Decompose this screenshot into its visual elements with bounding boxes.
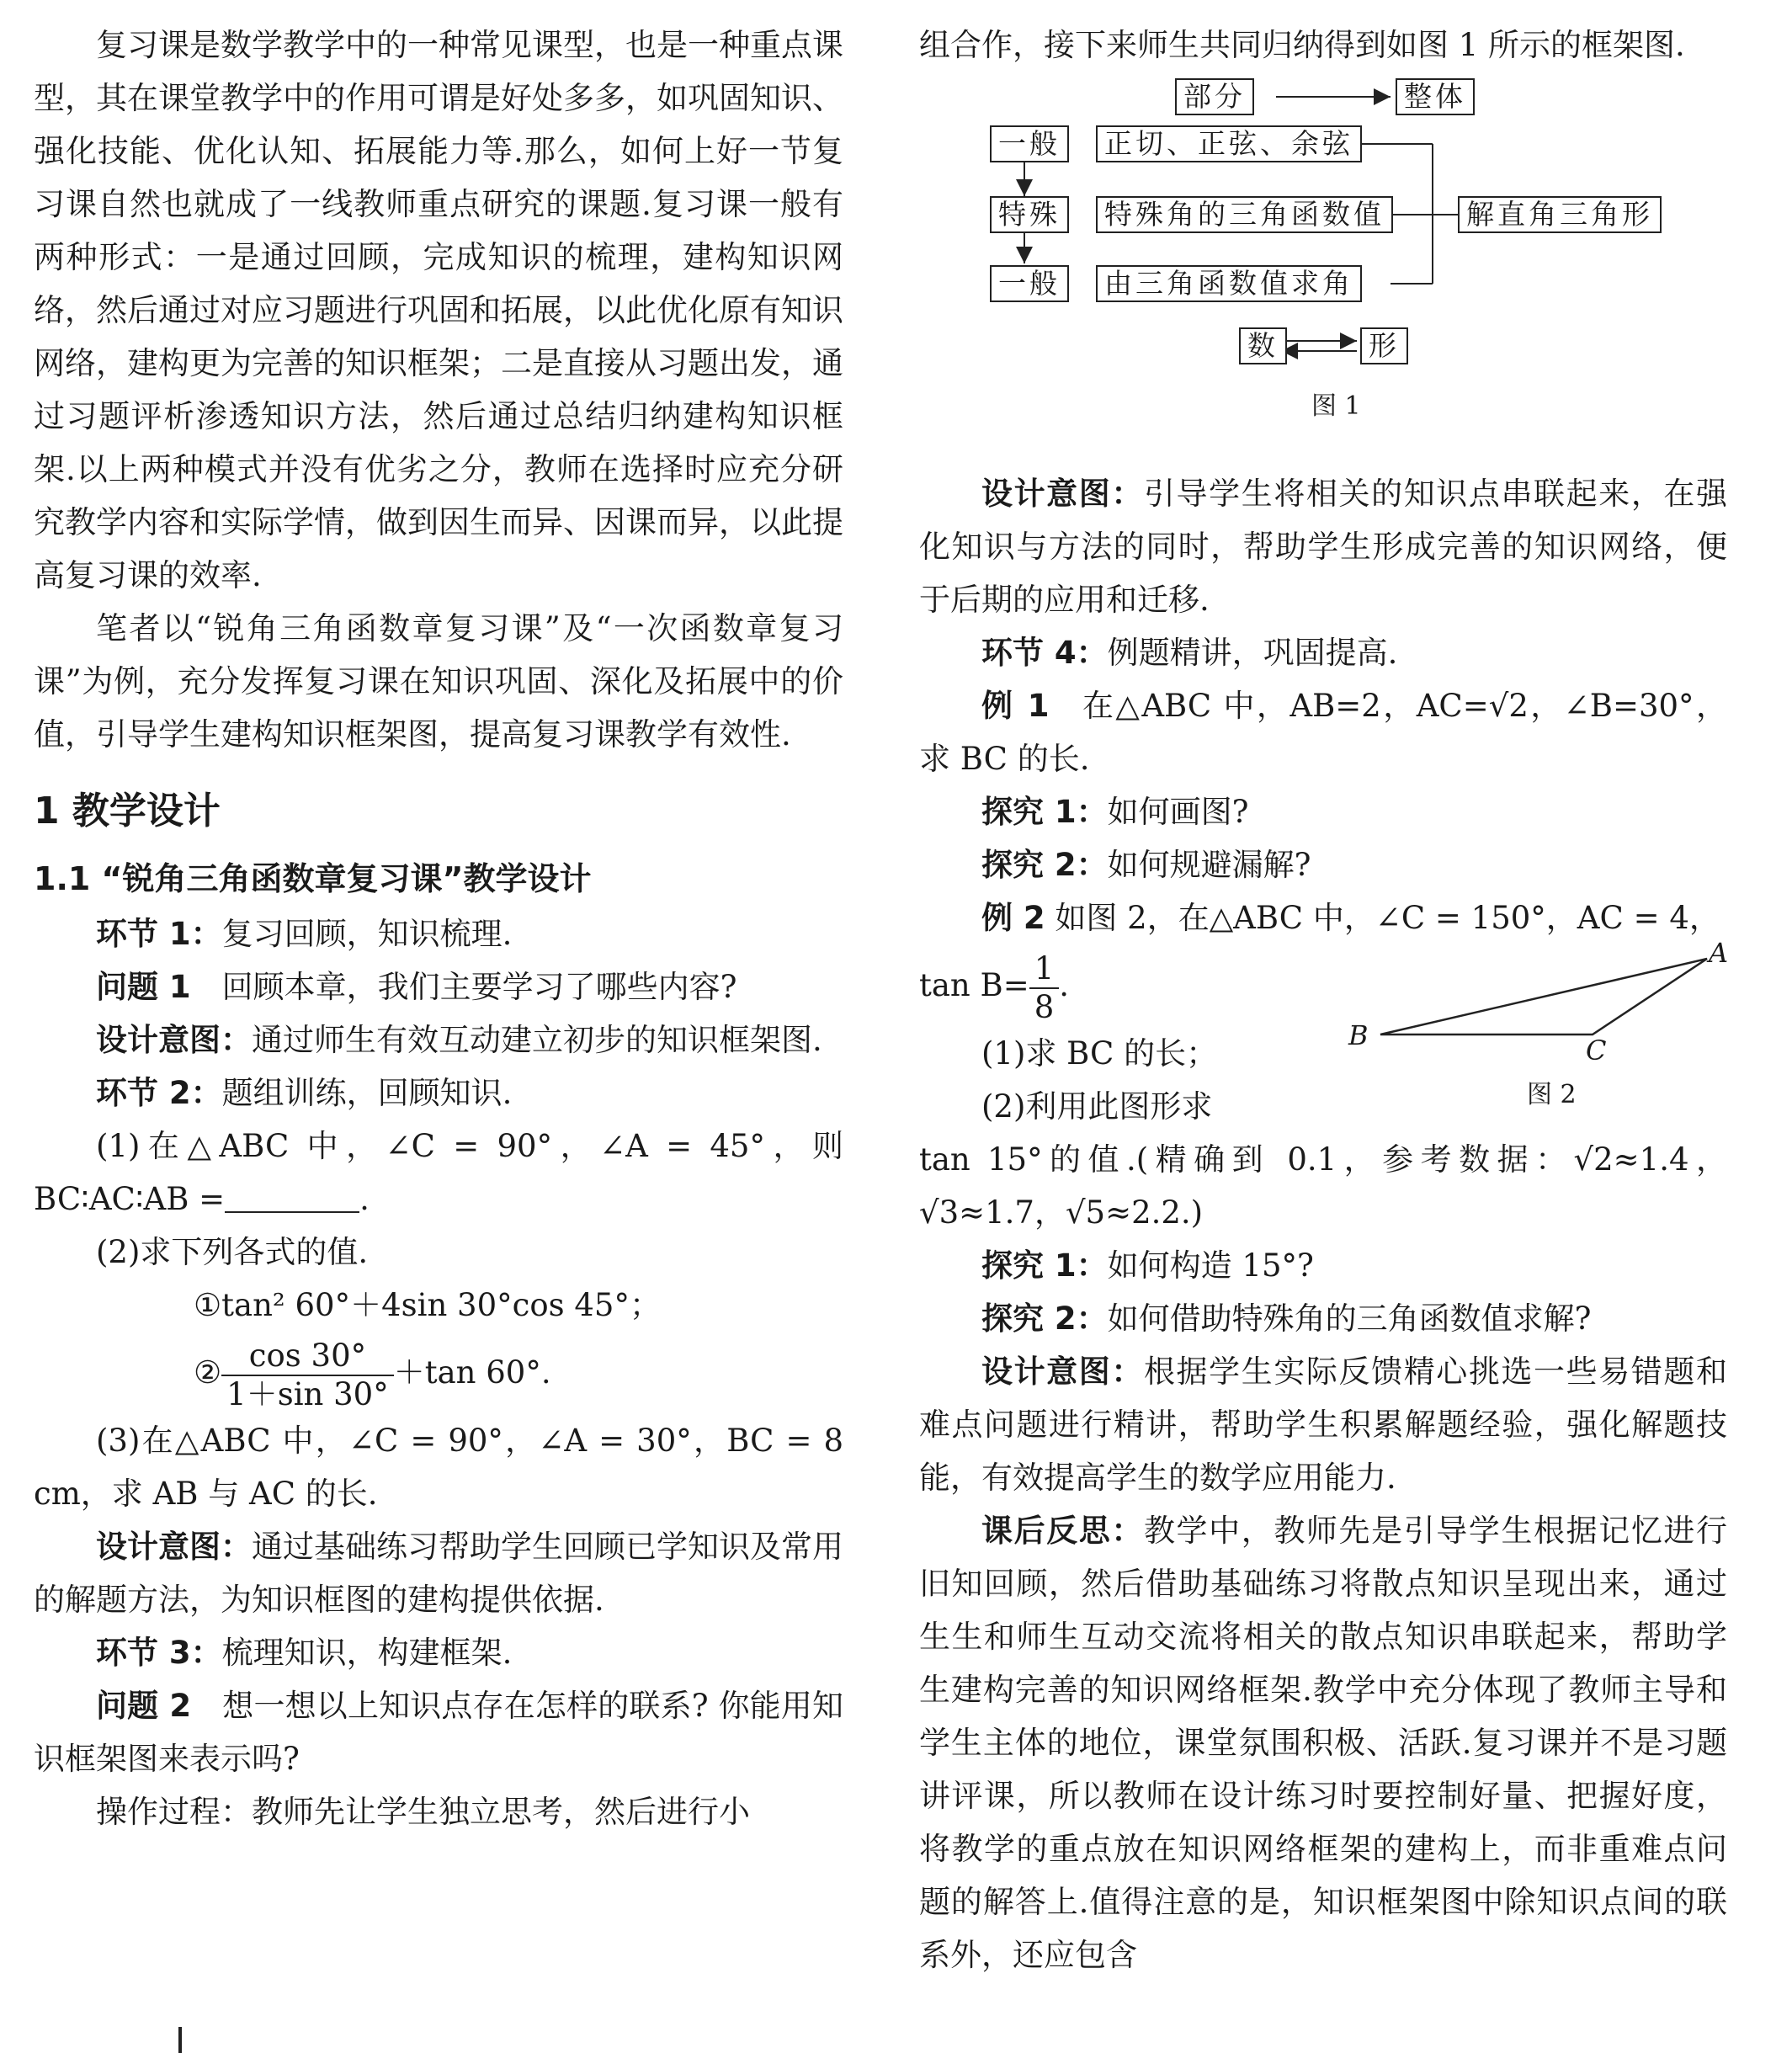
exercise-2-formula-2: [34, 1332, 843, 1414]
example-2-question-2: (2)利用此图形求: [981, 1088, 1213, 1125]
exercise-1: (1)在△ABC 中，∠C = 90°，∠A = 45°，则 BC∶AC∶AB = .: [34, 1128, 843, 1217]
box-whole: 整体: [1396, 78, 1475, 115]
design-intent-4-label: 设计意图：: [981, 1354, 1144, 1390]
explore-3-label: 探究 1：: [981, 1247, 1108, 1284]
design-intent-4: [919, 1345, 1727, 1504]
right-column: [919, 19, 1727, 1981]
step-1-label: 环节 1：: [96, 916, 222, 952]
tan-fraction: [1029, 950, 1060, 1026]
step-4-text: 例题精讲，巩固提高.: [1107, 635, 1398, 671]
explore-1-label: 探究 1：: [981, 794, 1108, 830]
figure-2-caption: 图 2: [1527, 1080, 1577, 1109]
explore-4: [919, 1292, 1727, 1345]
step-1: [34, 907, 843, 960]
example-2: [919, 891, 1727, 944]
box-trig-functions: 正切、正弦、余弦: [1096, 125, 1362, 162]
formula-2-suffix: ＋tan 60°.: [393, 1354, 551, 1391]
box-number: 数: [1239, 327, 1287, 364]
design-intent-3-text: 引导学生将相关的知识点串联起来，在强化知识与方法的同时，帮助学生形成完善的知识网络，便于后期的应用和迁移.: [919, 476, 1728, 618]
question-2-label: 问题 2: [96, 1688, 192, 1724]
step-2-text: 题组训练，回顾知识.: [221, 1075, 513, 1111]
explore-3: [919, 1239, 1727, 1292]
box-special-angle-values: 特殊角的三角函数值: [1096, 196, 1393, 233]
box-solve-right-triangle: 解直角三角形: [1458, 196, 1662, 233]
explore-1-text: 如何画图?: [1107, 794, 1249, 830]
process-text: 操作过程：教师先让学生独立思考，然后进行小: [96, 1794, 750, 1830]
step-1-text: 复习回顾，知识梳理.: [221, 916, 513, 952]
box-shape: 形: [1360, 327, 1408, 364]
step-3-label: 环节 3：: [96, 1635, 222, 1671]
explore-2-label: 探究 2：: [981, 847, 1108, 883]
intro-paragraph-1: 复习课是数学教学中的一种常见课型，也是一种重点课型，其在课堂教学中的作用可谓是好处多多，如巩固知识、强化技能、优化认知、拓展能力等.那么，如何上好一节复习课自然也就成了一线教师重点研究的课题.复习课一般有两种形式：一是通过回顾，完成知识的梳理，建构知识网络，然后通过对应习题进行巩固和拓展，以此优化原有知识网络，建构更为完善的知识框架；二是直接从习题出发，通过习题评析渗透知识方法，然后通过总结归纳建构知识框架.以上两种模式并没有优劣之分，教师在选择时应充分研究教学内容和实际学情，做到因生而异、因课而异，以此提高复习课的效率.: [34, 27, 843, 593]
section-1-title: 1 教学设计: [34, 790, 221, 832]
step-4: [919, 626, 1727, 679]
example-2-block: [919, 891, 1727, 1133]
example-2-label: 例 2: [981, 900, 1045, 936]
explore-3-text: 如何构造 15°?: [1107, 1247, 1314, 1284]
step-4-label: 环节 4：: [981, 635, 1108, 671]
design-intent-1: [34, 1013, 843, 1066]
tan-suffix: .: [1059, 967, 1070, 1003]
design-intent-3: [919, 467, 1727, 626]
figure-1-knowledge-framework: [919, 72, 1727, 467]
explore-2: [919, 838, 1727, 891]
exercise-3: (3)在△ABC 中，∠C = 90°，∠A = 30°，BC = 8 cm，求 AB 与 AC 的长.: [34, 1423, 843, 1512]
question-2-text: 想一想以上知识点存在怎样的联系? 你能用知识框架图来表示吗?: [34, 1688, 843, 1777]
example-2-question-2-continued: tan 15°的值.(精确到 0.1，参考数据：√2≈1.4，√3≈1.7，√5≈2.2.): [919, 1141, 1727, 1231]
example-2-tan: [919, 944, 1357, 1027]
formula-2-prefix: ②: [194, 1354, 222, 1391]
example-2-text: 如图 2，在△ABC 中，∠C = 150°，AC = 4，: [1055, 900, 1720, 936]
continued-paragraph: 组合作，接下来师生共同归纳得到如图 1 所示的框架图.: [919, 27, 1685, 63]
tan-numerator: 1: [1029, 950, 1060, 989]
reflection-label: 课后反思：: [981, 1513, 1144, 1549]
box-general-2: 一般: [990, 265, 1069, 302]
explore-4-text: 如何借助特殊角的三角函数值求解?: [1107, 1300, 1592, 1337]
design-intent-2-label: 设计意图：: [96, 1529, 252, 1565]
exercise-2-formula-1: ①tan² 60°＋4sin 30°cos 45°；: [194, 1287, 661, 1323]
design-intent-3-label: 设计意图：: [981, 476, 1144, 512]
exercise-1-text: (1)在△ABC 中，∠C = 90°，∠A = 45°，则 BC∶AC∶AB =: [34, 1128, 843, 1217]
step-3-text: 梳理知识，构建框架.: [221, 1635, 513, 1671]
box-part: 部分: [1175, 78, 1254, 115]
vertex-C-label: C: [1586, 1034, 1607, 1066]
box-angle-from-values: 由三角函数值求角: [1096, 265, 1362, 302]
formula-2-denominator: 1＋sin 30°: [226, 1375, 389, 1412]
example-1-text: 在△ABC 中，AB=2，AC=√2，∠B=30°，求 BC 的长.: [919, 688, 1727, 777]
box-general-1: 一般: [990, 125, 1069, 162]
formula-2-fraction: [221, 1338, 394, 1413]
tan-denominator: 8: [1034, 988, 1055, 1025]
intro-paragraph-2: 笔者以“锐角三角函数章复习课”及“一次函数章复习课”为例，充分发挥复习课在知识巩固、深化及拓展中的价值，引导学生建构知识框架图，提高复习课教学有效性.: [34, 610, 843, 753]
vertex-B-label: B: [1348, 1019, 1369, 1051]
question-1-text: 回顾本章，我们主要学习了哪些内容?: [221, 969, 737, 1005]
vertex-A-label: A: [1709, 937, 1729, 969]
example-1: [919, 679, 1727, 785]
question-2: [34, 1679, 843, 1785]
example-1-label: 例 1: [981, 688, 1050, 724]
design-intent-2: [34, 1520, 843, 1626]
exercise-2: (2)求下列各式的值.: [96, 1234, 369, 1270]
step-2: [34, 1066, 843, 1120]
design-intent-4-text: 根据学生实际反馈精心挑选一些易错题和难点问题进行精讲，帮助学生积累解题经验，强化解题技能，有效提高学生的数学应用能力.: [919, 1354, 1728, 1496]
answer-blank: [225, 1183, 359, 1213]
design-intent-2-text: 通过基础练习帮助学生回顾已学知识及常用的解题方法，为知识框图的建构提供依据.: [34, 1529, 843, 1618]
example-2-question-1: (1)求 BC 的长；: [981, 1035, 1218, 1072]
explore-2-text: 如何规避漏解?: [1107, 847, 1311, 883]
explore-4-label: 探究 2：: [981, 1300, 1108, 1337]
step-3: [34, 1626, 843, 1679]
page-edge-mark: [178, 2027, 182, 2053]
design-intent-1-label: 设计意图：: [96, 1022, 252, 1058]
reflection-text: 教学中，教师先是引导学生根据记忆进行旧知回顾，然后借助基础练习将散点知识呈现出来，通过生生和师生互动交流将相关的散点知识串联起来，帮助学生建构完善的知识网络框架.教学中充分体现了教师主导和学生主体的地位，课堂氛围积极、活跃.复习课并不是习题讲评课，所以教师在设计练习时要控制好量、把握好度，将教学的重点放在知识网络框架的建构上，而非重难点问题的解答上.值得注意的是，知识框架图中除知识点间的联系外，还应包含: [919, 1513, 1728, 1973]
box-special: 特殊: [990, 196, 1069, 233]
explore-1: [919, 785, 1727, 838]
left-column: [34, 19, 843, 1838]
step-2-label: 环节 2：: [96, 1075, 222, 1111]
after-class-reflection: [919, 1504, 1727, 1981]
section-1-1-title: 1.1 “锐角三角函数章复习课”教学设计: [34, 860, 592, 897]
formula-2-numerator: cos 30°: [221, 1338, 394, 1376]
question-1-label: 问题 1: [96, 969, 191, 1005]
figure-1-caption: 图 1: [1311, 391, 1361, 421]
question-1: [34, 960, 843, 1013]
design-intent-1-text: 通过师生有效互动建立初步的知识框架图.: [252, 1022, 822, 1058]
tan-prefix: tan B=: [919, 967, 1029, 1003]
figure-2-triangle: [1340, 937, 1729, 1127]
